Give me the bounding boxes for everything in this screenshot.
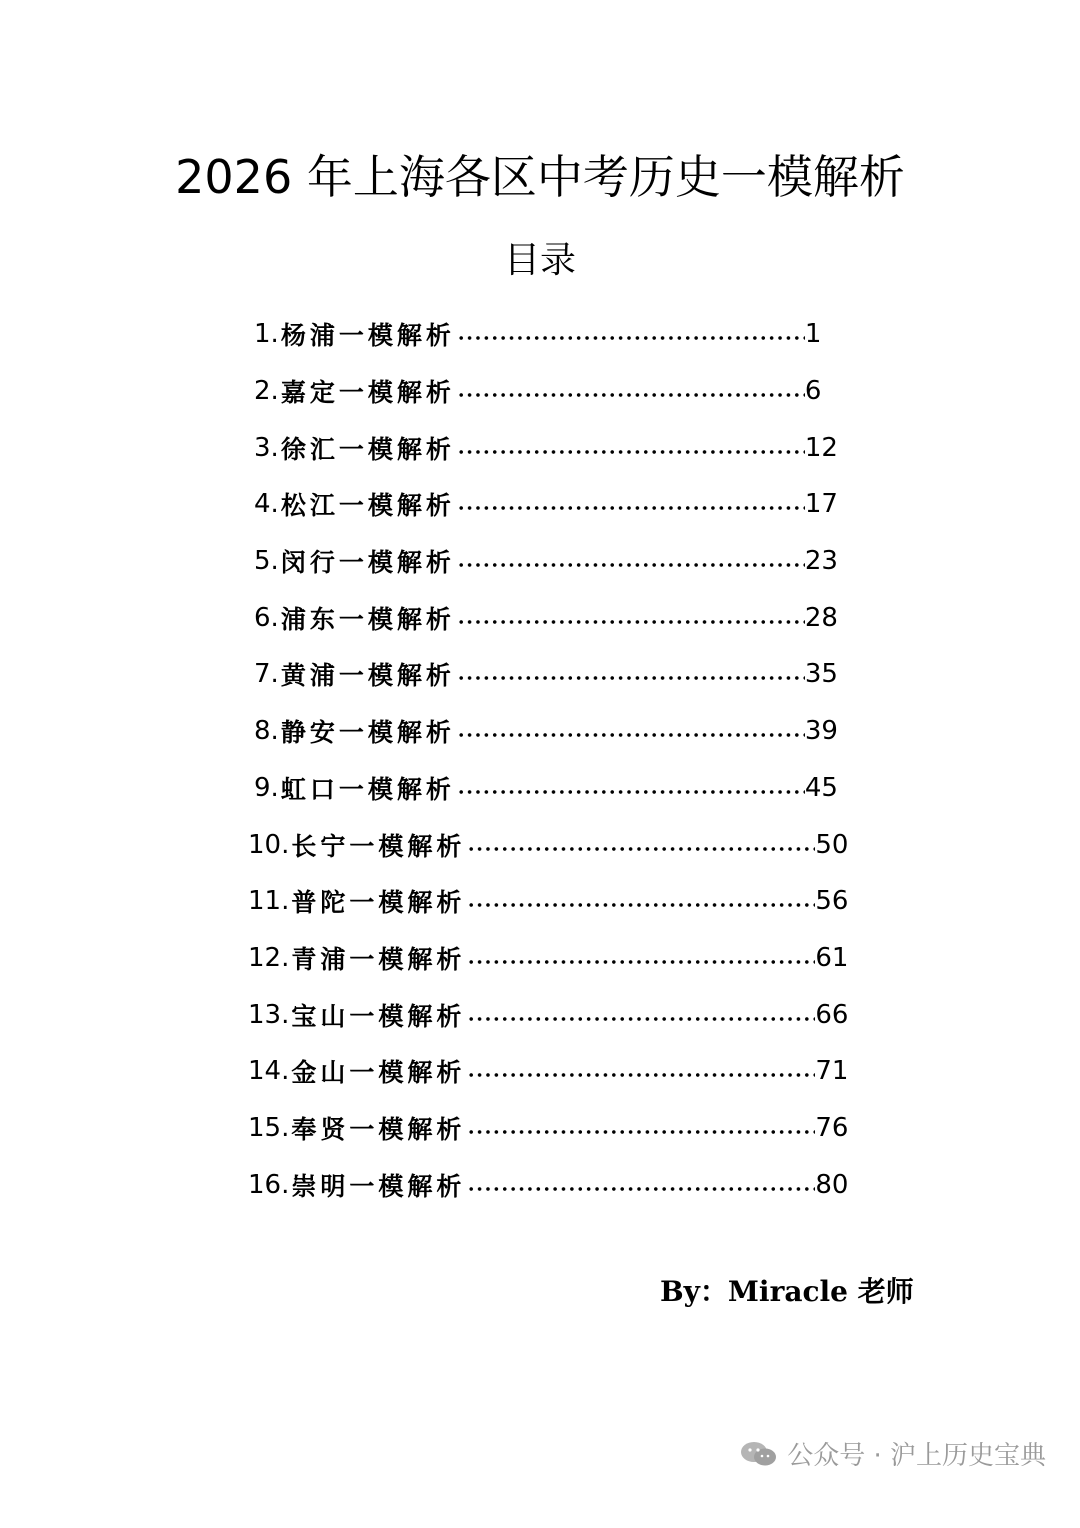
toc-leader-dots — [455, 378, 805, 404]
toc-entry-page: 76 — [815, 1112, 849, 1143]
toc-entry[interactable] — [248, 646, 858, 703]
toc-entry[interactable] — [248, 306, 858, 363]
toc-leader-dots — [455, 775, 805, 801]
toc-entry-number: 2. — [254, 376, 279, 407]
toc-entry-page: 50 — [815, 829, 849, 860]
toc-entry-number: 11. — [248, 886, 290, 917]
toc-entry-number: 13. — [248, 999, 290, 1030]
toc-entry-page: 71 — [815, 1056, 849, 1087]
toc-leader-dots — [455, 548, 805, 574]
toc-entry-page: 39 — [804, 716, 838, 747]
watermark — [739, 1435, 1046, 1472]
author-signature: By：Miracle 老师 — [660, 1275, 914, 1308]
toc-entry[interactable] — [248, 419, 858, 476]
toc-entry-number: 7. — [254, 659, 279, 690]
toc-entry-number: 9. — [254, 772, 279, 803]
toc-entry-page: 56 — [815, 886, 849, 917]
toc-entry-label: 虹口一模解析 — [280, 774, 455, 804]
toc-entry-label: 普陀一模解析 — [291, 888, 466, 918]
toc-leader-dots — [465, 945, 815, 971]
toc-entry-number: 6. — [254, 602, 279, 633]
toc-entry-label: 长宁一模解析 — [291, 831, 466, 861]
toc-leader-dots — [465, 1002, 815, 1028]
toc-entry-page: 35 — [804, 659, 838, 690]
toc-entry-page: 66 — [815, 999, 849, 1030]
toc-entry[interactable] — [248, 930, 858, 987]
toc-heading: 目录 — [503, 240, 576, 281]
toc-leader-dots — [465, 832, 815, 858]
toc-entry[interactable] — [248, 1156, 858, 1213]
toc-entry-number: 15. — [248, 1112, 290, 1143]
toc-entry-number: 3. — [254, 432, 279, 463]
document-title: 2026 年上海各区中考历史一模解析 — [175, 150, 905, 204]
toc-entry[interactable] — [248, 589, 858, 646]
toc-entry[interactable] — [248, 1100, 858, 1157]
toc-entry-page: 28 — [804, 602, 838, 633]
toc-entry-label: 闵行一模解析 — [280, 548, 455, 578]
toc-entry-label: 浦东一模解析 — [280, 604, 455, 634]
toc-entry-label: 静安一模解析 — [280, 718, 455, 748]
toc-entry-page: 1 — [804, 319, 822, 350]
toc-entry-page: 12 — [804, 432, 838, 463]
toc-entry-label: 青浦一模解析 — [291, 944, 466, 974]
toc-entry-page: 23 — [804, 546, 838, 577]
wechat-icon — [739, 1439, 779, 1469]
toc-entry-number: 14. — [248, 1056, 290, 1087]
toc-entry[interactable] — [248, 760, 858, 817]
toc-entry-label: 崇明一模解析 — [291, 1171, 466, 1201]
toc-entry[interactable] — [248, 533, 858, 590]
toc-leader-dots — [465, 1172, 815, 1198]
toc-entry[interactable] — [248, 873, 858, 930]
toc-entry[interactable] — [248, 816, 858, 873]
toc-entry-number: 8. — [254, 716, 279, 747]
toc-entry-number: 1. — [254, 319, 279, 350]
toc-leader-dots — [455, 491, 805, 517]
toc-entry-label: 松江一模解析 — [280, 491, 455, 521]
toc-entry-page: 6 — [804, 376, 822, 407]
watermark-text: 公众号 · 沪上历史宝典 — [787, 1441, 1046, 1471]
toc-entry-number: 16. — [248, 1169, 290, 1200]
toc-entry-page: 61 — [815, 942, 849, 973]
toc-leader-dots — [465, 1058, 815, 1084]
toc-entry[interactable] — [248, 986, 858, 1043]
toc-leader-dots — [465, 1115, 815, 1141]
toc-entry-number: 4. — [254, 489, 279, 520]
toc-entry-number: 10. — [248, 829, 290, 860]
toc-entry[interactable] — [248, 363, 858, 420]
toc-entry-label: 金山一模解析 — [291, 1058, 466, 1088]
toc-entry-number: 12. — [248, 942, 290, 973]
toc-entry-page: 80 — [815, 1169, 849, 1200]
toc-leader-dots — [455, 605, 805, 631]
toc-entry-label: 徐汇一模解析 — [280, 434, 455, 464]
toc-leader-dots — [455, 661, 805, 687]
table-of-contents — [248, 306, 858, 1213]
toc-entry-page: 17 — [804, 489, 838, 520]
toc-entry-label: 宝山一模解析 — [291, 1001, 466, 1031]
toc-entry-label: 嘉定一模解析 — [280, 378, 455, 408]
toc-entry-number: 5. — [254, 546, 279, 577]
toc-leader-dots — [455, 718, 805, 744]
toc-entry[interactable] — [248, 1043, 858, 1100]
toc-entry[interactable] — [248, 476, 858, 533]
toc-entry[interactable] — [248, 703, 858, 760]
toc-leader-dots — [455, 321, 805, 347]
toc-leader-dots — [465, 888, 815, 914]
toc-entry-page: 45 — [804, 772, 838, 803]
toc-leader-dots — [455, 435, 805, 461]
toc-entry-label: 杨浦一模解析 — [280, 321, 455, 351]
toc-entry-label: 奉贤一模解析 — [291, 1114, 466, 1144]
toc-entry-label: 黄浦一模解析 — [280, 661, 455, 691]
